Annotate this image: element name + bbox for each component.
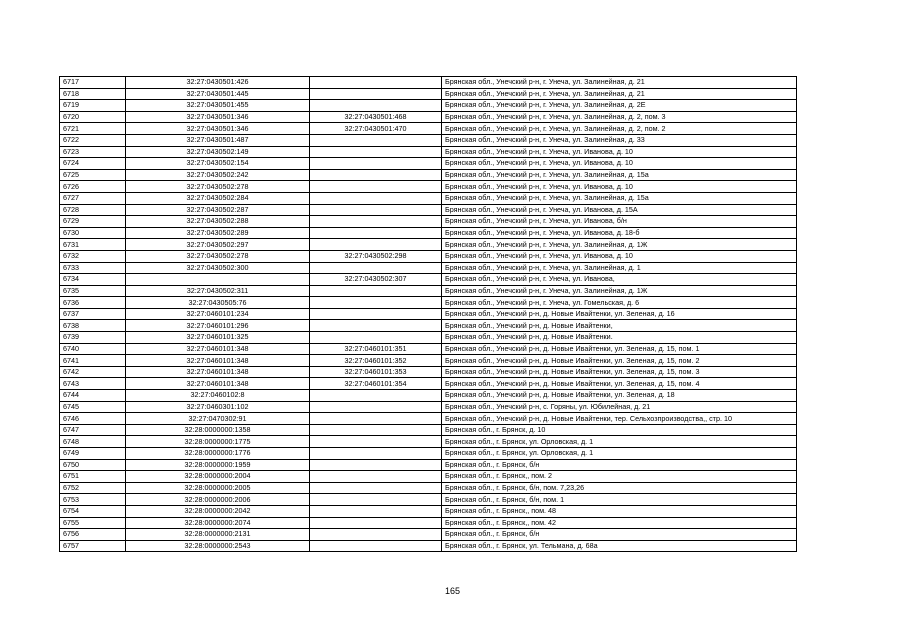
cadastral-number-cell: 32:28:0000000:1959 [126, 459, 310, 471]
cadastral-number-cell: 32:28:0000000:2131 [126, 529, 310, 541]
table-row [60, 204, 797, 216]
cadastral-number-cell: 32:27:0430502:154 [126, 158, 310, 170]
row-number-cell: 6753 [60, 494, 126, 506]
table-row [60, 494, 797, 506]
row-number-cell: 6724 [60, 158, 126, 170]
address-cell: Брянская обл., Унечский р-н, д. Новые Ивайтенки, [442, 320, 797, 332]
address-cell: Брянская обл., Унечский р-н, г. Унеча, ул. Иванова, д. 10 [442, 158, 797, 170]
address-cell: Брянская обл., г. Брянск, б/н, пом. 1 [442, 494, 797, 506]
address-cell: Брянская обл., Унечский р-н, д. Новые Ивайтенки, ул. Зеленая, д. 15, пом. 1 [442, 343, 797, 355]
related-cadastral-number-cell [310, 332, 442, 344]
table-row [60, 308, 797, 320]
row-number-cell: 6755 [60, 517, 126, 529]
cadastral-number-cell: 32:27:0460101:348 [126, 355, 310, 367]
table-row [60, 239, 797, 251]
row-number-cell: 6757 [60, 540, 126, 552]
cadastral-number-cell: 32:27:0430502:278 [126, 181, 310, 193]
cadastral-number-cell: 32:28:0000000:2074 [126, 517, 310, 529]
cadastral-number-cell [126, 274, 310, 286]
cadastral-number-cell: 32:27:0460102:8 [126, 390, 310, 402]
table-row [60, 448, 797, 460]
row-number-cell: 6752 [60, 482, 126, 494]
table-row [60, 274, 797, 286]
related-cadastral-number-cell: 32:27:0460101:352 [310, 355, 442, 367]
address-cell: Брянская обл., Унечский р-н, г. Унеча, ул. Залинейная, д. 15а [442, 169, 797, 181]
related-cadastral-number-cell [310, 239, 442, 251]
row-number-cell: 6750 [60, 459, 126, 471]
address-cell: Брянская обл., Унечский р-н, д. Новые Ивайтенки, ул. Зеленая, д. 15, пом. 4 [442, 378, 797, 390]
cadastral-number-cell: 32:27:0430502:289 [126, 227, 310, 239]
row-number-cell: 6723 [60, 146, 126, 158]
address-cell: Брянская обл., Унечский р-н, г. Унеча, ул. Залинейная, д. 21 [442, 77, 797, 89]
related-cadastral-number-cell [310, 308, 442, 320]
cadastral-number-cell: 32:27:0460101:348 [126, 378, 310, 390]
related-cadastral-number-cell [310, 146, 442, 158]
address-cell: Брянская обл., Унечский р-н, с. Горяны, ул. Юбилейная, д. 21 [442, 401, 797, 413]
row-number-cell: 6718 [60, 88, 126, 100]
row-number-cell: 6721 [60, 123, 126, 135]
table-row [60, 297, 797, 309]
row-number-cell: 6754 [60, 505, 126, 517]
table-row [60, 169, 797, 181]
row-number-cell: 6727 [60, 192, 126, 204]
address-cell: Брянская обл., Унечский р-н, д. Новые Ивайтенки, тер. Сельхозпроизводства,, стр. 10 [442, 413, 797, 425]
related-cadastral-number-cell [310, 285, 442, 297]
related-cadastral-number-cell [310, 134, 442, 146]
table-row [60, 123, 797, 135]
address-cell: Брянская обл., г. Брянск, б/н, пом. 7,23,26 [442, 482, 797, 494]
row-number-cell: 6756 [60, 529, 126, 541]
address-cell: Брянская обл., г. Брянск, ул. Тельмана, д. 68а [442, 540, 797, 552]
address-cell: Брянская обл., г. Брянск, ул. Орловская, д. 1 [442, 448, 797, 460]
related-cadastral-number-cell [310, 517, 442, 529]
cadastral-number-cell: 32:27:0430502:311 [126, 285, 310, 297]
related-cadastral-number-cell [310, 262, 442, 274]
row-number-cell: 6729 [60, 216, 126, 228]
registry-table [59, 76, 797, 552]
row-number-cell: 6740 [60, 343, 126, 355]
related-cadastral-number-cell: 32:27:0430501:470 [310, 123, 442, 135]
table-row [60, 390, 797, 402]
cadastral-number-cell: 32:27:0430502:300 [126, 262, 310, 274]
cadastral-number-cell: 32:27:0460101:234 [126, 308, 310, 320]
cadastral-number-cell: 32:27:0430502:287 [126, 204, 310, 216]
address-cell: Брянская обл., г. Брянск,, пом. 42 [442, 517, 797, 529]
related-cadastral-number-cell [310, 529, 442, 541]
row-number-cell: 6748 [60, 436, 126, 448]
address-cell: Брянская обл., Унечский р-н, г. Унеча, ул. Залинейная, д. 21 [442, 88, 797, 100]
cadastral-number-cell: 32:27:0430501:445 [126, 88, 310, 100]
row-number-cell: 6742 [60, 366, 126, 378]
related-cadastral-number-cell [310, 436, 442, 448]
cadastral-number-cell: 32:27:0430502:242 [126, 169, 310, 181]
table-row [60, 517, 797, 529]
table-row [60, 343, 797, 355]
related-cadastral-number-cell [310, 505, 442, 517]
cadastral-number-cell: 32:28:0000000:2543 [126, 540, 310, 552]
cadastral-number-cell: 32:27:0430502:297 [126, 239, 310, 251]
cadastral-number-cell: 32:27:0460101:348 [126, 366, 310, 378]
related-cadastral-number-cell [310, 320, 442, 332]
cadastral-number-cell: 32:27:0430501:426 [126, 77, 310, 89]
row-number-cell: 6735 [60, 285, 126, 297]
row-number-cell: 6733 [60, 262, 126, 274]
related-cadastral-number-cell: 32:27:0430501:468 [310, 111, 442, 123]
cadastral-number-cell: 32:27:0430502:288 [126, 216, 310, 228]
address-cell: Брянская обл., Унечский р-н, д. Новые Ивайтенки, ул. Зеленая, д. 15, пом. 3 [442, 366, 797, 378]
related-cadastral-number-cell: 32:27:0460101:353 [310, 366, 442, 378]
address-cell: Брянская обл., г. Брянск, б/н [442, 459, 797, 471]
related-cadastral-number-cell [310, 540, 442, 552]
cadastral-number-cell: 32:28:0000000:2004 [126, 471, 310, 483]
related-cadastral-number-cell [310, 204, 442, 216]
related-cadastral-number-cell [310, 424, 442, 436]
table-row [60, 250, 797, 262]
address-cell: Брянская обл., Унечский р-н, г. Унеча, ул. Залинейная, д. 15а [442, 192, 797, 204]
row-number-cell: 6737 [60, 308, 126, 320]
address-cell: Брянская обл., Унечский р-н, г. Унеча, ул. Залинейная, д. 33 [442, 134, 797, 146]
related-cadastral-number-cell [310, 482, 442, 494]
address-cell: Брянская обл., Унечский р-н, д. Новые Ивайтенки, ул. Зеленая, д. 16 [442, 308, 797, 320]
row-number-cell: 6739 [60, 332, 126, 344]
table-row [60, 332, 797, 344]
row-number-cell: 6732 [60, 250, 126, 262]
related-cadastral-number-cell [310, 77, 442, 89]
table-row [60, 424, 797, 436]
related-cadastral-number-cell [310, 390, 442, 402]
address-cell: Брянская обл., Унечский р-н, г. Унеча, ул. Залинейная, д. 1 [442, 262, 797, 274]
cadastral-number-cell: 32:27:0430502:149 [126, 146, 310, 158]
table-row [60, 413, 797, 425]
row-number-cell: 6728 [60, 204, 126, 216]
row-number-cell: 6726 [60, 181, 126, 193]
related-cadastral-number-cell: 32:27:0430502:307 [310, 274, 442, 286]
table-row [60, 401, 797, 413]
related-cadastral-number-cell [310, 158, 442, 170]
table-row [60, 111, 797, 123]
related-cadastral-number-cell: 32:27:0460101:354 [310, 378, 442, 390]
row-number-cell: 6717 [60, 77, 126, 89]
table-row [60, 505, 797, 517]
row-number-cell: 6738 [60, 320, 126, 332]
page-number: 165 [444, 586, 461, 596]
row-number-cell: 6747 [60, 424, 126, 436]
cadastral-number-cell: 32:27:0430502:284 [126, 192, 310, 204]
address-cell: Брянская обл., г. Брянск, ул. Орловская, д. 1 [442, 436, 797, 448]
address-cell: Брянская обл., Унечский р-н, г. Унеча, ул. Иванова, д. 10 [442, 181, 797, 193]
cadastral-number-cell: 32:28:0000000:2006 [126, 494, 310, 506]
address-cell: Брянская обл., Унечский р-н, г. Унеча, ул. Гомельская, д. 6 [442, 297, 797, 309]
cadastral-number-cell: 32:28:0000000:1775 [126, 436, 310, 448]
address-cell: Брянская обл., Унечский р-н, г. Унеча, ул. Иванова, д. 10 [442, 250, 797, 262]
cadastral-number-cell: 32:27:0430501:487 [126, 134, 310, 146]
row-number-cell: 6725 [60, 169, 126, 181]
cadastral-number-cell: 32:27:0430501:346 [126, 123, 310, 135]
table-row [60, 285, 797, 297]
table-row [60, 540, 797, 552]
address-cell: Брянская обл., Унечский р-н, г. Унеча, ул. Залинейная, д. 2, пом. 3 [442, 111, 797, 123]
cadastral-number-cell: 32:27:0460301:102 [126, 401, 310, 413]
related-cadastral-number-cell [310, 181, 442, 193]
cadastral-number-cell: 32:28:0000000:1776 [126, 448, 310, 460]
related-cadastral-number-cell [310, 227, 442, 239]
table-row [60, 482, 797, 494]
related-cadastral-number-cell [310, 459, 442, 471]
related-cadastral-number-cell [310, 297, 442, 309]
row-number-cell: 6744 [60, 390, 126, 402]
related-cadastral-number-cell: 32:27:0430502:298 [310, 250, 442, 262]
table-row [60, 134, 797, 146]
related-cadastral-number-cell [310, 100, 442, 112]
table-row [60, 100, 797, 112]
related-cadastral-number-cell [310, 448, 442, 460]
address-cell: Брянская обл., Унечский р-н, д. Новые Ивайтенки, ул. Зеленая, д. 18 [442, 390, 797, 402]
row-number-cell: 6743 [60, 378, 126, 390]
row-number-cell: 6741 [60, 355, 126, 367]
row-number-cell: 6719 [60, 100, 126, 112]
address-cell: Брянская обл., Унечский р-н, г. Унеча, ул. Залинейная, д. 1Ж [442, 239, 797, 251]
table-row [60, 378, 797, 390]
table-row [60, 158, 797, 170]
table-row [60, 88, 797, 100]
related-cadastral-number-cell [310, 169, 442, 181]
cadastral-number-cell: 32:27:0430505:76 [126, 297, 310, 309]
cadastral-number-cell: 32:28:0000000:2042 [126, 505, 310, 517]
address-cell: Брянская обл., г. Брянск,, пом. 48 [442, 505, 797, 517]
table-row [60, 355, 797, 367]
table-row [60, 146, 797, 158]
row-number-cell: 6746 [60, 413, 126, 425]
cadastral-number-cell: 32:27:0430501:455 [126, 100, 310, 112]
address-cell: Брянская обл., Унечский р-н, г. Унеча, ул. Иванова, д. 10 [442, 146, 797, 158]
registry-table-body [60, 77, 797, 552]
cadastral-number-cell: 32:27:0460101:325 [126, 332, 310, 344]
address-cell: Брянская обл., Унечский р-н, д. Новые Ивайтенки, ул. Зеленая, д. 15, пом. 2 [442, 355, 797, 367]
address-cell: Брянская обл., Унечский р-н, г. Унеча, ул. Залинейная, д. 2, пом. 2 [442, 123, 797, 135]
address-cell: Брянская обл., Унечский р-н, г. Унеча, ул. Залинейная, д. 1Ж [442, 285, 797, 297]
cadastral-number-cell: 32:27:0460101:348 [126, 343, 310, 355]
cadastral-number-cell: 32:28:0000000:1358 [126, 424, 310, 436]
table-row [60, 459, 797, 471]
row-number-cell: 6734 [60, 274, 126, 286]
table-row [60, 529, 797, 541]
address-cell: Брянская обл., г. Брянск,, пом. 2 [442, 471, 797, 483]
address-cell: Брянская обл., Унечский р-н, г. Унеча, ул. Иванова, [442, 274, 797, 286]
cadastral-number-cell: 32:27:0470302:91 [126, 413, 310, 425]
table-row [60, 227, 797, 239]
table-row [60, 320, 797, 332]
row-number-cell: 6745 [60, 401, 126, 413]
table-row [60, 366, 797, 378]
address-cell: Брянская обл., Унечский р-н, г. Унеча, ул. Иванова, д. 18-б [442, 227, 797, 239]
table-row [60, 436, 797, 448]
row-number-cell: 6749 [60, 448, 126, 460]
address-cell: Брянская обл., Унечский р-н, д. Новые Ивайтенки. [442, 332, 797, 344]
cadastral-number-cell: 32:27:0460101:296 [126, 320, 310, 332]
cadastral-number-cell: 32:27:0430502:278 [126, 250, 310, 262]
table-row [60, 262, 797, 274]
address-cell: Брянская обл., Унечский р-н, г. Унеча, ул. Залинейная, д. 2Е [442, 100, 797, 112]
table-row [60, 216, 797, 228]
table-row [60, 471, 797, 483]
row-number-cell: 6730 [60, 227, 126, 239]
row-number-cell: 6731 [60, 239, 126, 251]
row-number-cell: 6720 [60, 111, 126, 123]
table-row [60, 181, 797, 193]
table-row [60, 77, 797, 89]
related-cadastral-number-cell [310, 401, 442, 413]
related-cadastral-number-cell [310, 471, 442, 483]
related-cadastral-number-cell [310, 216, 442, 228]
cadastral-number-cell: 32:27:0430501:346 [126, 111, 310, 123]
row-number-cell: 6736 [60, 297, 126, 309]
related-cadastral-number-cell: 32:27:0460101:351 [310, 343, 442, 355]
related-cadastral-number-cell [310, 192, 442, 204]
address-cell: Брянская обл., Унечский р-н, г. Унеча, ул. Иванова, д. 15А [442, 204, 797, 216]
row-number-cell: 6722 [60, 134, 126, 146]
row-number-cell: 6751 [60, 471, 126, 483]
address-cell: Брянская обл., г. Брянск, б/н [442, 529, 797, 541]
related-cadastral-number-cell [310, 88, 442, 100]
related-cadastral-number-cell [310, 413, 442, 425]
table-row [60, 192, 797, 204]
cadastral-number-cell: 32:28:0000000:2005 [126, 482, 310, 494]
address-cell: Брянская обл., Унечский р-н, г. Унеча, ул. Иванова, б/н [442, 216, 797, 228]
related-cadastral-number-cell [310, 494, 442, 506]
address-cell: Брянская обл., г. Брянск, д. 10 [442, 424, 797, 436]
